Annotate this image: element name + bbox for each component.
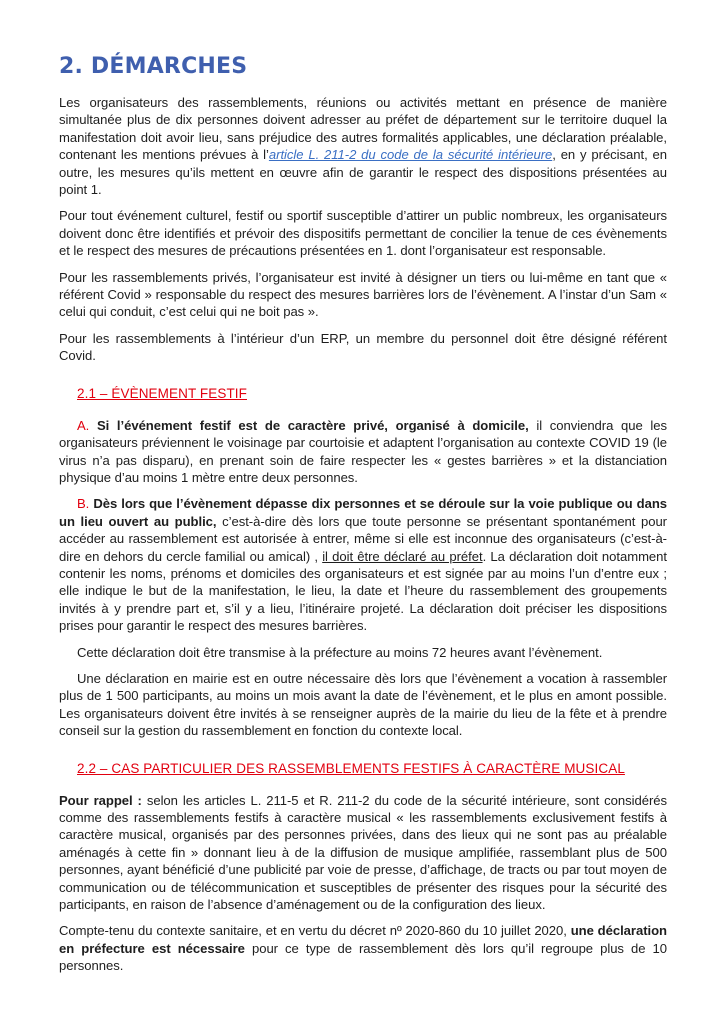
list-marker-b: B. bbox=[77, 496, 94, 512]
paragraph-text: c’est-à-dire dès lors que toute personne se présentant spontanément pour accéder au rassemblement est autorisée à entrer, même si elle est inconnue des organisateurs (c’est-à-dire en dehors du cercle familial ou amical) , bbox=[59, 513, 667, 564]
paragraph-compte-tenu bbox=[59, 922, 667, 974]
paragraph-erp: Pour les rassemblements à l’intérieur d’un ERP, un membre du personnel doit être désigné référent Covid. bbox=[59, 330, 667, 364]
paragraph-declaration-mairie: Une déclaration en mairie est en outre nécessaire dès lors que l’évènement a vocation à rassembler plus de 1 500 participants, au moins un mois avant la date de l’évènement, et le plus en amont possible. Les organisateurs doivent être invités à se renseigner auprès de la mairie du lieu de la fête et à prendre conseil sur la gestion du rassemblement en fonction du contexte local. bbox=[59, 670, 667, 739]
bold-text: Dès lors que l’évènement dépasse dix personnes et se déroule sur la voie publique ou dans un lieu ouvert au public, bbox=[59, 496, 668, 529]
bold-text: Si l’événement festif est de caractère privé, organisé à domicile, bbox=[96, 417, 529, 433]
paragraph-text: selon les articles L. 211-5 et R. 211-2 du code de la sécurité intérieure, sont considérés comme des rassemblements festifs à caractère musical « les rassemblements exclusivement festifs à caractère musical, organisés par des personnes privées, dans des lieux qui ne sont pas au préalable aménagés à cette fin » donnant lieu à de la diffusion de musique amplifiée, rassemblant plus de 500 personnes, ayant bénéficié d’une publicité par voie de presse, d’affichage, de tracts ou par tout moyen de communication ou de télécommunication et susceptibles de présenter des risques pour la sécurité des participants, en raison de l’absence d’aménagement ou de la configuration des lieux. bbox=[59, 792, 667, 913]
paragraph-b-public bbox=[59, 495, 667, 634]
underlined-text: il doit être déclaré au préfet bbox=[322, 548, 483, 564]
paragraph-transmission-72h: Cette déclaration doit être transmise à la préfecture au moins 72 heures avant l’évènement. bbox=[77, 644, 603, 660]
paragraph-text: pour ce type de rassemblement dès lors qu’il regroupe plus de 10 personnes. bbox=[59, 940, 667, 974]
paragraph-a-prive bbox=[59, 417, 667, 487]
paragraph-evenement-culturel: Pour tout événement culturel, festif ou sportif susceptible d’attirer un public nombreux, les organisateurs doivent donc être identifiés et prévoir des dispositifs permettant de concilier la tenue de ces évènements et le respect des mesures de précautions présentées en 1. dont l’organisateur est responsable. bbox=[59, 208, 667, 259]
paragraph-pour-rappel bbox=[59, 792, 667, 914]
paragraph-text: . La déclaration doit notamment contenir les noms, prénoms et domiciles des organisateurs et est signée par au moins l’un d’entre eux ; elle indique le but de la manifestation, le lieu, la date et l’heure du rassemblement des groupements invités à y prendre part et, s’il y a lieu, l’itinéraire projeté. La déclaration doit préciser les dispositions prises pour garantir le respect des mesures barrières. bbox=[59, 548, 667, 634]
subsection-title-evenement-festif: 2.1 – ÉVÈNEMENT FESTIF bbox=[77, 385, 247, 401]
paragraph-text: , en y précisant, en outre, les mesures qu’ils mettent en œuvre afin de garantir le respect des dispositions présentées au point 1. bbox=[59, 147, 667, 198]
paragraph-declaration-prealable bbox=[59, 94, 667, 198]
bold-text: Pour rappel : bbox=[59, 792, 142, 808]
section-title: 2. DÉMARCHES bbox=[59, 54, 248, 79]
subsection-title-rassemblements-musicaux: 2.2 – CAS PARTICULIER DES RASSEMBLEMENTS FESTIFS À CARACTÈRE MUSICAL bbox=[77, 760, 625, 776]
page-content bbox=[59, 54, 667, 984]
list-marker-a: A. bbox=[77, 417, 97, 433]
paragraph-text: Les organisateurs des rassemblements, réunions ou activités mettant en présence de manière simultanée plus de dix personnes doivent adresser au préfet de département sur le territoire duquel la manifestation doit avoir lieu, sans préjudice des autres formalités applicables, une déclaration préalable, contenant les mentions prévues à l’ bbox=[59, 95, 667, 163]
paragraph-text: il conviendra que les organisateurs préviennent le voisinage par courtoisie et adaptent l’organisation au contexte COVID 19 (le virus n’a pas disparu), en prenant soin de faire respecter les « gestes barrières » et la distanciation physique d’au moins 1 mètre entre deux personnes. bbox=[59, 417, 667, 485]
bold-text: une déclaration en préfecture est nécessaire bbox=[59, 923, 667, 956]
article-l211-2-link[interactable]: article L. 211-2 du code de la sécurité intérieure bbox=[268, 147, 553, 163]
paragraph-rassemblements-prives: Pour les rassemblements privés, l’organisateur est invité à désigner un tiers ou lui-même en tant que « référent Covid » responsable du respect des mesures barrières lors de l’évènement. A l’instar d’un Sam « celui qui conduit, c’est celui qui ne boit pas ». bbox=[59, 269, 667, 320]
paragraph-text: Compte-tenu du contexte sanitaire, et en vertu du décret nº 2020-860 du 10 juillet 2020, bbox=[59, 923, 571, 939]
